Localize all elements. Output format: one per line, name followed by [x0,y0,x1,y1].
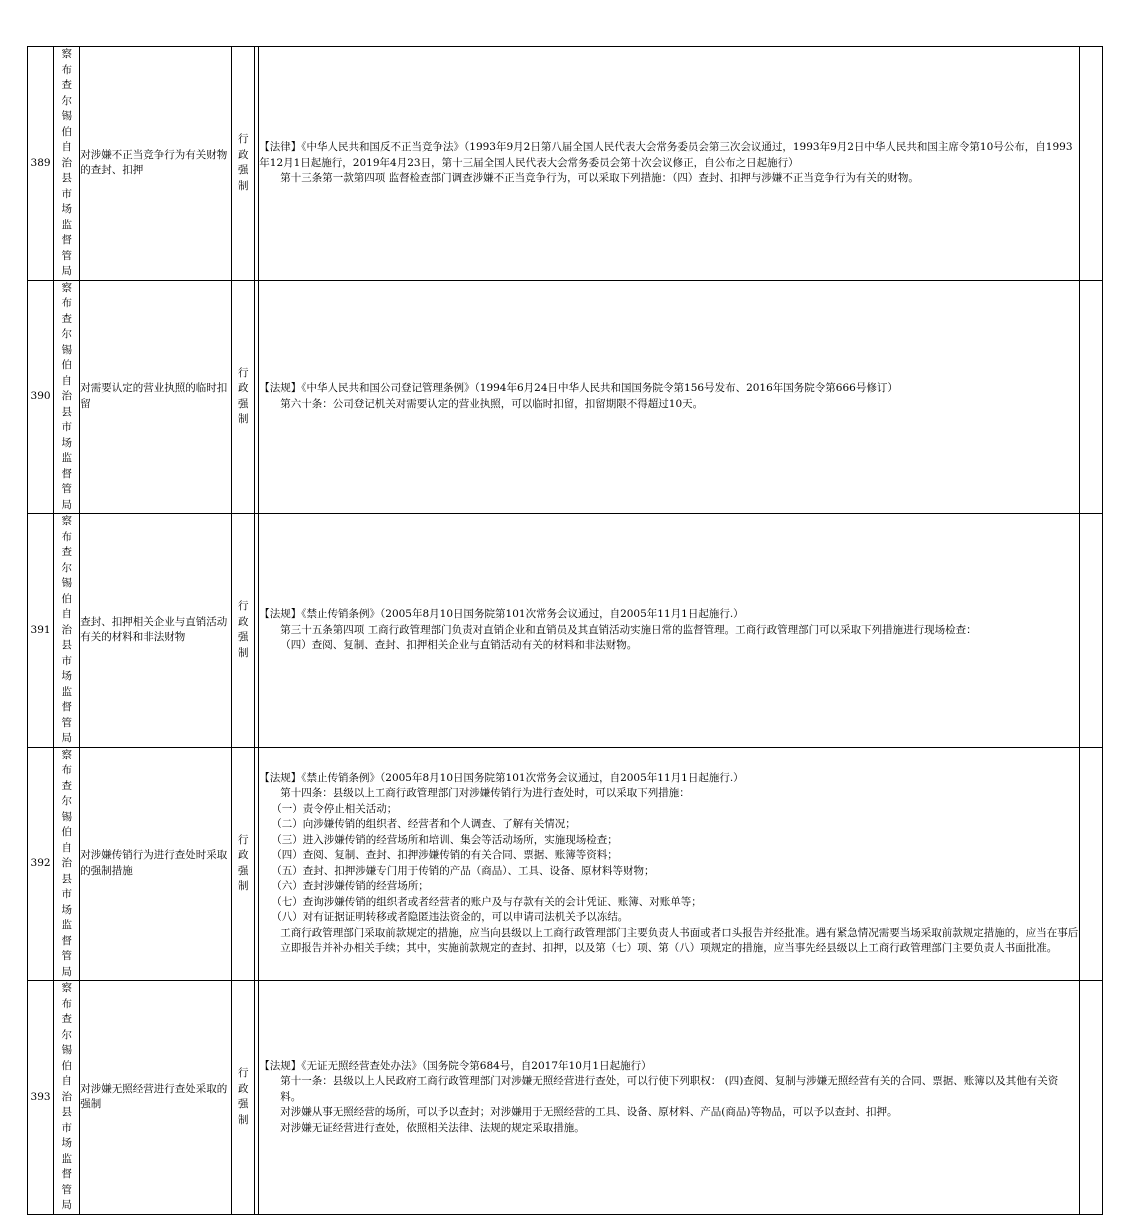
department-char: 局 [61,1199,72,1211]
department-char: 锡 [61,343,72,356]
legal-basis-paragraph: 第三十五条第四项 工商行政管理部门负责对直销企业和直销员及其直销活动实施日常的监督管理。工商行政管理部门可以采取下列措施进行现场检查： [280,623,977,636]
type-char: 行 [237,600,249,613]
department-char: 治 [61,1090,72,1103]
legal-basis-paragraph: 第十三条第一款第四项 监督检查部门调查涉嫌不正当竞争行为，可以采取下列措施：（四）查封、扣押与涉嫌不正当竞争行为有关的财物。 [280,172,919,184]
department-char: 市 [61,1121,72,1134]
legal-basis-paragraph: 【法规】《禁止传销条例》（2005年8月10日国务院第101次常务会议通过，自2005年11月1日起施行.） [259,771,744,784]
department-char: 察 [61,515,72,527]
department-char: 管 [61,483,72,495]
department-char: 尔 [61,561,72,574]
item-name: 对需要认定的营业执照的临时扣留 [80,280,232,514]
department-char: 治 [61,390,72,402]
legal-basis-paragraph: 【法规】《禁止传销条例》（2005年8月10日国务院第101次常务会议通过，自2005年11月1日起施行.） [259,608,744,620]
type-char: 强 [237,631,249,644]
item-name: 查封、扣押相关企业与直销活动有关的材料和非法财物 [80,514,232,748]
department-cell [54,47,80,281]
department-char: 县 [61,872,72,885]
table-row [28,981,1103,1215]
department-char: 监 [61,452,72,464]
legal-basis [259,747,1080,981]
legal-basis-paragraph: 【法规】《无证无照经营查处办法》（国务院令第684号，自2017年10月1日起施行） [259,1059,652,1072]
type-char: 行 [237,366,249,379]
department-char: 局 [61,965,72,978]
legal-basis [259,514,1080,748]
legal-basis-paragraph: 第十四条：县级以上工商行政管理部门对涉嫌传销行为进行查处时，可以采取下列措施： [280,787,690,800]
department-char: 督 [61,234,72,246]
department-char: 管 [61,950,72,962]
department-cell [54,747,80,981]
type-char: 制 [237,413,249,426]
type-char: 制 [237,880,249,893]
department-char: 管 [61,716,72,729]
department-char: 伯 [61,592,72,605]
department-char: 市 [61,888,72,900]
department-char: 查 [61,1013,72,1025]
remarks-cell [1079,747,1102,981]
item-type [232,47,255,281]
department-char: 查 [61,312,72,325]
department-char: 布 [61,530,72,543]
type-char: 制 [237,1113,249,1126]
type-char: 制 [237,179,249,192]
department-char: 局 [61,265,72,277]
legal-basis-paragraph: 第十一条：县级以上人民政府工商行政管理部门对涉嫌无照经营进行查处，可以行使下列职权： (四)查阅、复制与涉嫌无照经营有关的合同、票据、账簿以及其他有关资料。 [280,1075,1059,1103]
department-char: 尔 [61,328,72,340]
type-char: 政 [237,382,249,395]
legal-basis-paragraph: （三）进入涉嫌传销的经营场所和培训、集会等活动场所，实施现场检查； [271,833,618,846]
department-char: 锡 [61,810,72,823]
type-char: 行 [237,1067,249,1080]
legal-basis [259,981,1080,1215]
type-char: 行 [237,133,249,146]
item-type [232,280,255,514]
legal-basis-paragraph: 对涉嫌无证经营进行查处，依照相关法律、法规的规定采取措施。 [280,1121,585,1134]
department-char: 察 [61,982,72,994]
type-char: 强 [237,1098,249,1111]
table-row [28,747,1103,981]
department-char: 市 [61,421,72,433]
department-char: 县 [61,172,72,184]
legal-basis-paragraph: （四）查阅、复制、查封、扣押涉嫌传销的有关合同、票据、账簿等资料； [271,849,618,862]
legal-basis-paragraph: 【法规】《中华人民共和国公司登记管理条例》（1994年6月24日中华人民共和国国务院令第156号发布、2016年国务院令第666号修订） [259,382,898,395]
department-cell [54,514,80,748]
enforcement-table [27,46,1103,1215]
type-char: 政 [237,849,249,862]
department-char: 市 [61,654,72,667]
department-char: 察 [61,748,72,761]
department-char: 监 [61,919,72,931]
item-type [232,514,255,748]
department-char: 锡 [61,1044,72,1056]
legal-basis-paragraph: （六）查封涉嫌传销的经营场所； [271,880,429,893]
legal-basis-paragraph: （四）查阅、复制、查封、扣押相关企业与直销活动有关的材料和非法财物。 [280,639,638,651]
legal-basis [259,280,1080,514]
department-char: 治 [61,623,72,636]
department-char: 锡 [61,577,72,589]
remarks-cell [1079,981,1102,1215]
department-char: 布 [61,63,72,76]
type-char: 政 [237,615,249,628]
department-char: 自 [61,1075,72,1087]
department-char: 锡 [61,110,72,122]
row-number: 392 [28,747,54,981]
department-char: 伯 [61,1059,72,1072]
department-char: 尔 [61,94,72,107]
department-char: 管 [61,1183,72,1196]
type-char: 政 [237,148,249,161]
type-char: 强 [237,164,249,177]
department-char: 布 [61,297,72,309]
department-cell [54,280,80,514]
department-char: 县 [61,405,72,418]
department-char: 场 [61,1137,72,1149]
department-char: 县 [61,639,72,651]
table-row [28,514,1103,748]
legal-basis-paragraph: （五）查封、扣押涉嫌专门用于传销的产品（商品）、工具、设备、原材料等财物； [271,864,655,877]
department-char: 尔 [61,795,72,807]
item-name: 对涉嫌不正当竞争行为有关财物的查封、扣押 [80,47,232,281]
remarks-cell [1079,514,1102,748]
department-char: 查 [61,779,72,792]
department-char: 督 [61,1168,72,1180]
department-char: 督 [61,701,72,713]
department-char: 市 [61,187,72,200]
department-char: 自 [61,141,72,153]
legal-basis-paragraph: （一）责令停止相关活动； [271,802,398,815]
department-char: 场 [61,436,72,449]
department-char: 治 [61,857,72,869]
department-char: 督 [61,467,72,480]
row-number: 393 [28,981,54,1215]
department-char: 伯 [61,359,72,371]
legal-basis-paragraph: （二）向涉嫌传销的组织者、经营者和个人调查、了解有关情况； [271,818,576,831]
remarks-cell [1079,280,1102,514]
department-char: 布 [61,997,72,1010]
department-char: 治 [61,156,72,169]
legal-basis-paragraph: （七）查询涉嫌传销的组织者或者经营者的账户及与存款有关的会计凭证、账簿、对账单等； [271,895,702,908]
type-char: 政 [237,1082,249,1095]
department-char: 监 [61,1152,72,1165]
table-row [28,280,1103,514]
department-cell [54,981,80,1215]
department-char: 场 [61,203,72,215]
department-char: 察 [61,48,72,60]
item-type [232,747,255,981]
department-char: 查 [61,546,72,558]
row-number: 391 [28,514,54,748]
type-char: 强 [237,864,249,877]
department-char: 察 [61,281,72,294]
department-char: 自 [61,841,72,854]
department-char: 局 [61,732,72,744]
row-number: 389 [28,47,54,281]
legal-basis-paragraph: 【法律】《中华人民共和国反不正当竞争法》（1993年9月2日第八届全国人民代表大会常务委员会第三次会议通过，1993年9月2日中华人民共和国主席令第10号公布，自1993年12月1日起施行，2019年4月23日，第十三届全国人民代表大会常务委员会第十次会议修正，自公布之日起施行） [259,141,1073,169]
department-char: 自 [61,608,72,620]
department-char: 监 [61,218,72,231]
department-char: 场 [61,670,72,682]
row-number: 390 [28,280,54,514]
department-char: 伯 [61,125,72,138]
type-char: 制 [237,646,249,659]
department-char: 布 [61,764,72,776]
department-char: 场 [61,903,72,916]
remarks-cell [1079,47,1102,281]
item-name: 对涉嫌无照经营进行查处采取的强制 [80,981,232,1215]
department-char: 尔 [61,1028,72,1041]
department-char: 管 [61,249,72,262]
legal-basis-paragraph: （八）对有证据证明转移或者隐匿违法资金的，可以申请司法机关予以冻结。 [271,911,629,924]
department-char: 监 [61,685,72,698]
type-char: 强 [237,397,249,410]
item-type [232,981,255,1215]
legal-basis [259,47,1080,281]
department-char: 督 [61,934,72,947]
department-char: 局 [61,498,72,511]
type-char: 行 [237,833,249,846]
department-char: 伯 [61,826,72,838]
legal-basis-paragraph: 对涉嫌从事无照经营的场所，可以予以查封；对涉嫌用于无照经营的工具、设备、原材料、产品(商品)等物品，可以予以查封、扣押。 [280,1106,898,1118]
department-char: 查 [61,79,72,91]
legal-basis-paragraph: 第六十条：公司登记机关对需要认定的营业执照，可以临时扣留，扣留期限不得超过10天。 [280,397,704,410]
department-char: 县 [61,1106,72,1118]
item-name: 对涉嫌传销行为进行查处时采取的强制措施 [80,747,232,981]
legal-basis-paragraph: 工商行政管理部门采取前款规定的措施，应当向县级以上工商行政管理部门主要负责人书面或者口头报告并经批准。遇有紧急情况需要当场采取前款规定措施的，应当在事后立即报告并补办相关手续；其中，实施前款规定的查封、扣押，以及第（七）项、第（八）项规定的措施，应当事先经县级以上工商行政管理部门主要负责人书面批准。 [280,926,1079,955]
table-row [28,47,1103,281]
department-char: 自 [61,374,72,387]
